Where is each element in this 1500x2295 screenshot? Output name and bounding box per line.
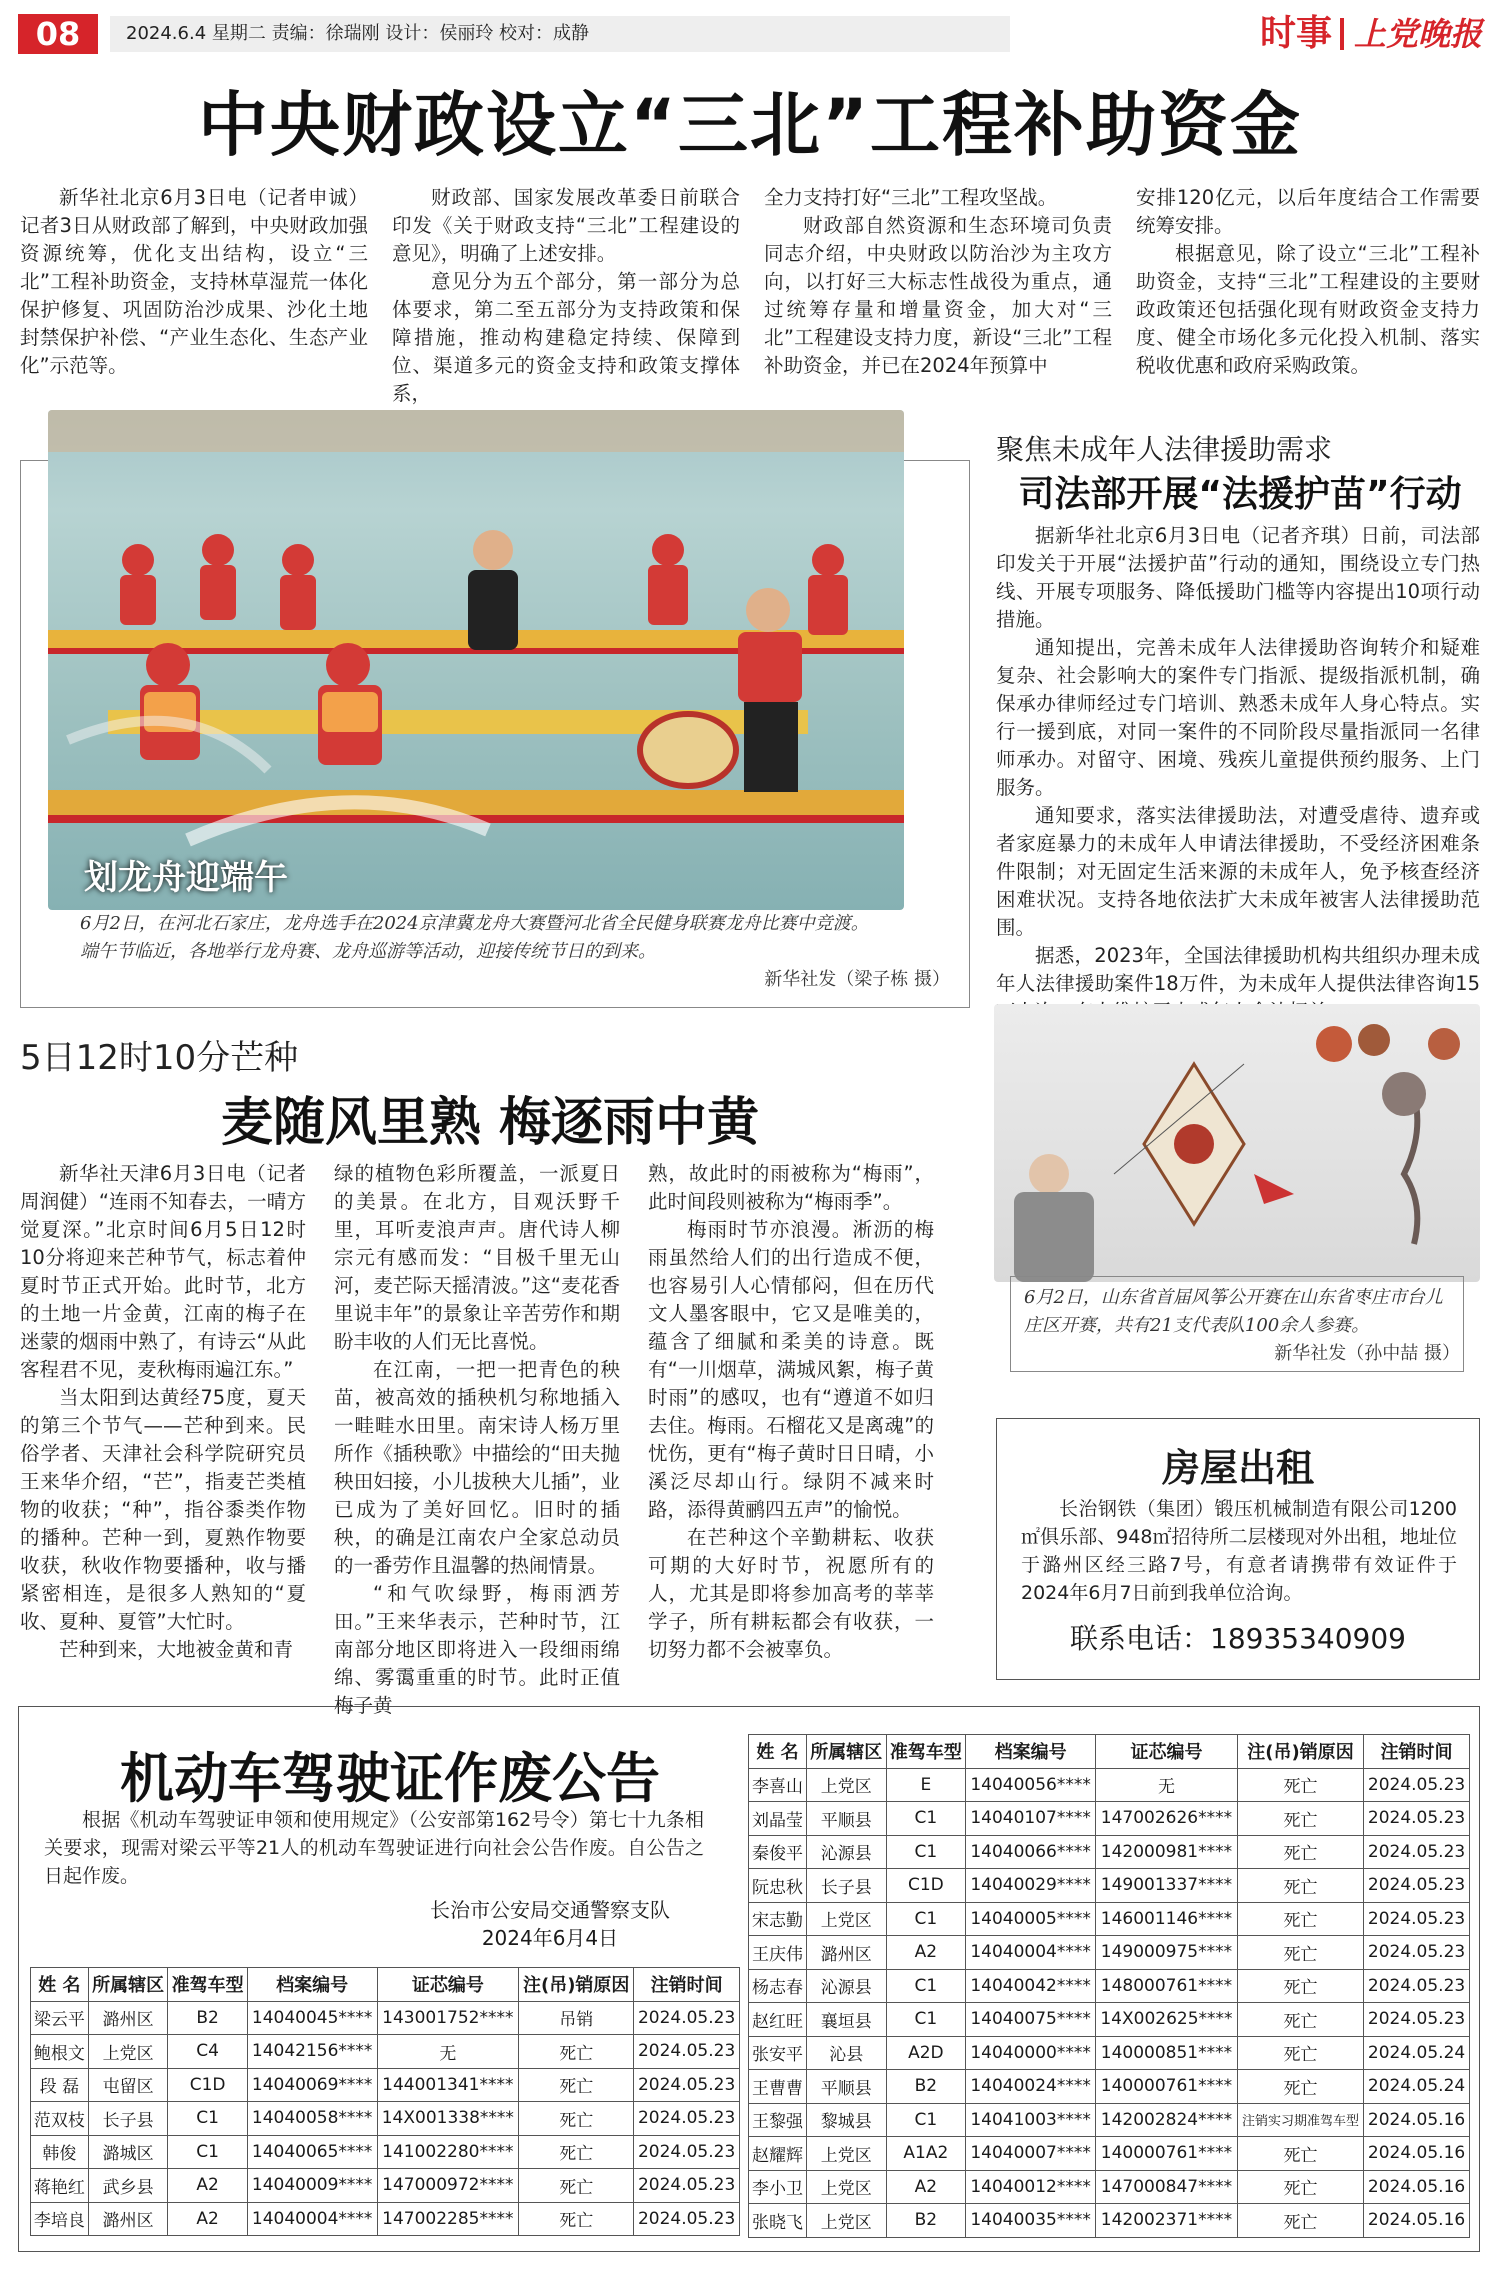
notice-date: 2024年6月4日 — [481, 1926, 619, 1950]
license-table-right — [748, 1734, 1470, 2238]
table-cell: 死亡 — [519, 2035, 634, 2069]
table-cell: A2 — [168, 2202, 248, 2236]
table-row — [749, 1869, 1470, 1903]
table-cell: 2024.05.23 — [1364, 1969, 1470, 2003]
table-cell: A2D — [886, 2036, 966, 2070]
table-cell: 蒋艳红 — [31, 2169, 89, 2203]
table-cell: 2024.05.23 — [1364, 2003, 1470, 2037]
mangzhong-col-1 — [20, 1160, 306, 1664]
table-row — [749, 2036, 1470, 2070]
lead-col-1 — [20, 184, 368, 380]
table-cell: 14042156**** — [247, 2035, 377, 2069]
mangzhong-para: 熟，故此时的雨被称为“梅雨”，此时间段则被称为“梅雨季”。 — [648, 1162, 934, 1213]
photo-caption — [80, 910, 880, 966]
table-cell: A1A2 — [886, 2137, 966, 2171]
table-cell: A2 — [168, 2169, 248, 2203]
table-row — [749, 1969, 1470, 2003]
table-cell: 14X001338**** — [377, 2102, 519, 2136]
table-cell: 2024.05.23 — [634, 2169, 740, 2203]
table-cell: 死亡 — [1237, 2170, 1363, 2204]
table-cell: 屯留区 — [88, 2068, 168, 2102]
table-cell: 14040005**** — [966, 1902, 1096, 1936]
kite-credit: 新华社发（孙中喆 摄） — [1274, 1343, 1460, 1364]
table-cell: 2024.05.23 — [634, 2135, 740, 2169]
page-header — [18, 14, 1482, 58]
table-row — [749, 1802, 1470, 1836]
table-cell: 赵耀辉 — [749, 2137, 807, 2171]
table-cell: C1D — [168, 2068, 248, 2102]
table-cell: 李喜山 — [749, 1768, 807, 1802]
table-cell: 2024.05.24 — [1364, 2036, 1470, 2070]
column-header: 注销时间 — [1364, 1735, 1470, 1769]
table-cell: C1D — [886, 1869, 966, 1903]
table-cell: 沁源县 — [806, 1835, 886, 1869]
table-cell: B2 — [886, 2204, 966, 2238]
lead-para: 财政部自然资源和生态环境司负责同志介绍，中央财政以防治沙为主攻方向，以打好三大标志性战役为重点，通过统筹存量和增量资金，加大对“三北”工程建设支持力度，新设“三北”工程补助资金，并已在2024年预算中 — [764, 214, 1112, 377]
mangzhong-col-3 — [648, 1160, 934, 1664]
table-cell: 2024.05.23 — [1364, 1835, 1470, 1869]
table-cell: C1 — [886, 2003, 966, 2037]
table-cell: 死亡 — [1237, 2137, 1363, 2171]
table-cell: 2024.05.23 — [1364, 1768, 1470, 1802]
rental-title: 房屋出租 — [1161, 1446, 1314, 1490]
table-cell: 2024.05.23 — [634, 2001, 740, 2035]
table-cell: 襄垣县 — [806, 2003, 886, 2037]
table-cell: 李培良 — [31, 2202, 89, 2236]
table-cell: 王庆伟 — [749, 1936, 807, 1970]
table-cell: 鲍根文 — [31, 2035, 89, 2069]
table-cell: 上党区 — [806, 1902, 886, 1936]
column-header: 注(吊)销原因 — [1237, 1735, 1363, 1769]
lead-col-2 — [392, 184, 740, 408]
table-cell: 147000972**** — [377, 2169, 519, 2203]
table-row — [749, 1835, 1470, 1869]
lead-col-3 — [764, 184, 1112, 380]
table-cell: 14040066**** — [966, 1835, 1096, 1869]
mangzhong-col-2 — [334, 1160, 620, 1720]
dragon-boat-photo — [48, 410, 904, 910]
table-cell: A2 — [886, 2170, 966, 2204]
table-cell: 140000761**** — [1096, 2070, 1238, 2104]
table-cell: 潞州区 — [88, 2202, 168, 2236]
notice-org: 长治市公安局交通警察支队 — [430, 1898, 670, 1922]
table-cell: 147000847**** — [1096, 2170, 1238, 2204]
table-cell: 14041003**** — [966, 2103, 1096, 2137]
photo-label: 划龙舟迎端午 — [84, 858, 288, 898]
table-cell: 黎城县 — [806, 2103, 886, 2137]
table-cell: 2024.05.16 — [1364, 2170, 1470, 2204]
table-cell: B2 — [886, 2070, 966, 2104]
caption-text: 6月2日，山东省首届风筝公开赛在山东省枣庄市台儿庄区开赛，共有21支代表队100余人参赛。 — [1024, 1287, 1443, 1336]
rental-body — [1021, 1495, 1457, 1607]
table-cell: 死亡 — [1237, 1835, 1363, 1869]
table-cell: 14040009**** — [247, 2169, 377, 2203]
table-cell: 2024.05.23 — [634, 2068, 740, 2102]
table-cell: 死亡 — [519, 2202, 634, 2236]
table-cell: 2024.05.16 — [1364, 2103, 1470, 2137]
table-cell: 王黎强 — [749, 2103, 807, 2137]
table-cell: 刘晶莹 — [749, 1802, 807, 1836]
table-row — [31, 2035, 740, 2069]
table-header-row — [749, 1735, 1470, 1769]
rental-text: 长治钢铁（集团）锻压机械制造有限公司1200㎡俱乐部、948㎡招待所二层楼现对外出租，地址位于潞州区经三路7号，有意者请携带有效证件于2024年6月7日前到我单位洽询。 — [1021, 1498, 1457, 1604]
kite-scene — [994, 1004, 1480, 1282]
column-header: 所属辖区 — [806, 1735, 886, 1769]
table-cell: 死亡 — [1237, 2070, 1363, 2104]
table-cell: 王曹曹 — [749, 2070, 807, 2104]
table-cell: C1 — [886, 1835, 966, 1869]
table-cell: 2024.05.23 — [634, 2102, 740, 2136]
table-cell: 死亡 — [519, 2135, 634, 2169]
mangzhong-kicker: 5日12时10分芒种 — [20, 1038, 299, 1078]
legal-para: 据悉，2023年，全国法律援助机构共组织办理未成年人法律援助案件18万件，为未成年人提供法律咨询15 — [996, 944, 1480, 995]
caption-text: 6月2日，在河北石家庄，龙舟选手在2024京津冀龙舟大赛暨河北省全民健身联赛龙舟比赛中竞渡。端午节临近，各地举行龙舟赛、龙舟巡游等活动，迎接传统节日的到来。 — [80, 913, 869, 962]
table-cell: 上党区 — [88, 2035, 168, 2069]
lead-para: 安排120亿元，以后年度结合工作需要统筹安排。 — [1136, 186, 1480, 237]
table-cell: 死亡 — [1237, 1969, 1363, 2003]
page-number: 08 — [18, 14, 98, 54]
table-cell: 韩俊 — [31, 2135, 89, 2169]
newspaper-logo: 上党晚报 — [1353, 15, 1482, 53]
table-cell: 2024.05.23 — [1364, 1902, 1470, 1936]
column-header: 档案编号 — [966, 1735, 1096, 1769]
dragon-boat-scene — [48, 410, 904, 910]
rental-ad — [996, 1418, 1480, 1680]
table-cell: 张晓飞 — [749, 2204, 807, 2238]
table-cell: 14040058**** — [247, 2102, 377, 2136]
table-cell: 14040004**** — [247, 2202, 377, 2236]
legal-para: 通知要求，落实法律援助法，对遭受虐待、遗弃或者家庭暴力的未成年人申请法律援助，不受经济困难条件限制；对无固定生活来源的未成年人，免予核查经济困难状况。支持各地依法扩大未成年被害人法律援助范围。 — [996, 804, 1480, 939]
table-cell: 潞城区 — [88, 2135, 168, 2169]
column-header: 姓 名 — [749, 1735, 807, 1769]
table-cell: 平顺县 — [806, 1802, 886, 1836]
table-cell: C4 — [168, 2035, 248, 2069]
table-row — [31, 2135, 740, 2169]
table-cell: 14040065**** — [247, 2135, 377, 2169]
table-row — [749, 1936, 1470, 1970]
mangzhong-para: 绿的植物色彩所覆盖，一派夏日的美景。在北方，目观沃野千里，耳听麦浪声声。唐代诗人柳宗元有感而发：“目极千里无山河，麦芒际天摇清波。”这“麦花香里说丰年”的景象让辛苦劳作和期盼丰收的人们无比喜悦。 — [334, 1162, 620, 1353]
table-cell: 武乡县 — [88, 2169, 168, 2203]
table-cell: 2024.05.23 — [634, 2202, 740, 2236]
table-cell: 14040004**** — [966, 1936, 1096, 1970]
table-cell: C1 — [886, 2103, 966, 2137]
mangzhong-para: 在芒种这个辛勤耕耘、收获可期的大好时节，祝愿所有的人，尤其是即将参加高考的莘莘学子，所有耕耘都会有收获，一切努力都不会被辜负。 — [648, 1526, 934, 1661]
table-cell: 死亡 — [1237, 2036, 1363, 2070]
table-row — [749, 2204, 1470, 2238]
table-cell: 142002824**** — [1096, 2103, 1238, 2137]
notice-body — [44, 1806, 704, 1890]
table-cell: 142000981**** — [1096, 1835, 1238, 1869]
table-cell: 2024.05.16 — [1364, 2204, 1470, 2238]
table-cell: 14040107**** — [966, 1802, 1096, 1836]
table-cell: 宋志勤 — [749, 1902, 807, 1936]
mangzhong-para: 新华社天津6月3日电（记者周润健）“连雨不知春去，一晴方觉夏深。”北京时间6月5日12时10分将迎来芒种节气，标志着仲夏时节正式开始。此时节，北方的土地一片金黄，江南的梅子在迷蒙的烟雨中熟了，有诗云“从此客程君不见，麦秋梅雨遍江东。” — [20, 1162, 306, 1381]
lead-para: 新华社北京6月3日电（记者申诚）记者3日从财政部了解到，中央财政加强资源统筹，优化支出结构，设立“三北”工程补助资金，支持林草湿荒一体化保护修复、巩固防治沙成果、沙化土地封禁保护补偿、“产业生态化、生态产业化”示范等。 — [20, 186, 368, 377]
table-cell: C1 — [168, 2102, 248, 2136]
table-cell: 2024.05.23 — [634, 2035, 740, 2069]
table-cell: 14040069**** — [247, 2068, 377, 2102]
table-cell: 14040042**** — [966, 1969, 1096, 2003]
mangzhong-para: 当太阳到达黄经75度，夏天的第三个节气——芒种到来。民俗学者、天津社会科学院研究员王来华介绍，“芒”，指麦芒类植物的收获；“种”，指谷黍类作物的播种。芒种一到，夏熟作物要收获，秋收作物要播种，收与播紧密相连，是很多人熟知的“夏收、夏种、夏管”大忙时。 — [20, 1386, 306, 1633]
table-cell: 2024.05.23 — [1364, 1802, 1470, 1836]
table-cell: 死亡 — [1237, 1902, 1363, 1936]
mangzhong-para: 在江南，一把一把青色的秧苗，被高效的插秧机匀称地插入一畦畦水田里。南宋诗人杨万里所作《插秧歌》中描绘的“田夫抛秧田妇接，小儿拔秧大儿插”，业已成为了美好回忆。旧时的插秧，的确是江南农户全家总动员的一番劳作且温馨的热闹情景。 — [334, 1358, 620, 1577]
lead-headline: 中央财政设立“三北”工程补助资金 — [197, 84, 1302, 166]
table-cell: 上党区 — [806, 2204, 886, 2238]
table-cell: A2 — [886, 1936, 966, 1970]
table-cell: 死亡 — [1237, 2204, 1363, 2238]
table-cell: 144001341**** — [377, 2068, 519, 2102]
table-cell: 14040035**** — [966, 2204, 1096, 2238]
table-row — [31, 2001, 740, 2035]
table-cell: 140000851**** — [1096, 2036, 1238, 2070]
table-cell: 张安平 — [749, 2036, 807, 2070]
column-header: 准驾车型 — [168, 1968, 248, 2002]
table-cell: 段 磊 — [31, 2068, 89, 2102]
table-cell: 杨志春 — [749, 1969, 807, 2003]
table-row — [31, 2068, 740, 2102]
table-cell: 2024.05.16 — [1364, 2137, 1470, 2171]
table-cell: B2 — [168, 2001, 248, 2035]
mangzhong-para: 梅雨时节亦浪漫。淅沥的梅雨虽然给人们的出行造成不便，也容易引人心情郁闷，但在历代文人墨客眼中，它又是唯美的，蕴含了细腻和柔美的诗意。既有“一川烟草，满城风絮，梅子黄时雨”的感叹，也有“遵道不如归去住。梅雨。石榴花又是离魂”的忧伤，更有“梅子黄时日日晴，小溪泛尽却山行。绿阴不减来时路，添得黄鹂四五声”的愉悦。 — [648, 1218, 934, 1521]
license-table-left — [30, 1967, 740, 2236]
table-cell: 死亡 — [519, 2102, 634, 2136]
table-cell: 阮忠秋 — [749, 1869, 807, 1903]
photo-credit: 新华社发（梁子栋 摄） — [764, 969, 950, 990]
table-row — [31, 2102, 740, 2136]
table-cell: 2024.05.23 — [1364, 1936, 1470, 1970]
table-cell: 149001337**** — [1096, 1869, 1238, 1903]
mangzhong-headline: 麦随风里熟 梅逐雨中黄 — [220, 1093, 760, 1153]
table-cell: 14040024**** — [966, 2070, 1096, 2104]
table-cell: 2024.05.23 — [1364, 1869, 1470, 1903]
table-cell: 注销实习期准驾车型 — [1237, 2103, 1363, 2137]
header-meta: 2024.6.4 星期二 责编：徐瑞刚 设计：侯丽玲 校对：成静 — [110, 16, 1010, 52]
column-header: 档案编号 — [247, 1968, 377, 2002]
table-cell: 143001752**** — [377, 2001, 519, 2035]
notice-text: 根据《机动车驾驶证申领和使用规定》（公安部第162号令）第七十九条相关要求，现需对梁云平等21人的机动车驾驶证进行向社会公告作废。自公告之日起作废。 — [44, 1809, 704, 1887]
table-cell: 上党区 — [806, 1768, 886, 1802]
legal-kicker: 聚焦未成年人法律援助需求 — [996, 433, 1333, 466]
table-cell: 死亡 — [1237, 1768, 1363, 1802]
table-row — [749, 2070, 1470, 2104]
column-header: 证芯编号 — [377, 1968, 519, 2002]
table-cell: 潞州区 — [88, 2001, 168, 2035]
lead-para: 根据意见，除了设立“三北”工程补助资金，支持“三北”工程建设的主要财政政策还包括强化现有财政资金支持力度、健全市场化多元化投入机制、落实税收优惠和政府采购政策。 — [1136, 242, 1480, 377]
legal-headline: 司法部开展“法援护苗”行动 — [1018, 474, 1462, 515]
table-cell: 14040029**** — [966, 1869, 1096, 1903]
section-name: 时事 — [1259, 13, 1332, 54]
kite-photo — [994, 1004, 1480, 1282]
table-row — [749, 1902, 1470, 1936]
mangzhong-para: 芒种到来，大地被金黄和青 — [59, 1638, 294, 1661]
table-cell: 潞州区 — [806, 1936, 886, 1970]
lead-col-4 — [1136, 184, 1480, 380]
table-cell: 14040075**** — [966, 2003, 1096, 2037]
legal-para: 据新华社北京6月3日电（记者齐琪）日前，司法部印发关于开展“法援护苗”行动的通知，围绕设立专门热线、开展专项服务、降低援助门槛等内容提出10项行动措施。 — [996, 524, 1480, 631]
table-cell: 149000975**** — [1096, 1936, 1238, 1970]
table-cell: 梁云平 — [31, 2001, 89, 2035]
table-cell: 141002280**** — [377, 2135, 519, 2169]
notice-title: 机动车驾驶证作废公告 — [120, 1747, 660, 1810]
column-header: 所属辖区 — [88, 1968, 168, 2002]
table-cell: 吊销 — [519, 2001, 634, 2035]
table-cell: 上党区 — [806, 2170, 886, 2204]
table-row — [749, 2103, 1470, 2137]
notice-signature — [400, 1896, 700, 1952]
table-cell: 沁源县 — [806, 1969, 886, 2003]
table-row — [749, 1768, 1470, 1802]
table-cell: 无 — [377, 2035, 519, 2069]
table-cell: 死亡 — [1237, 1869, 1363, 1903]
table-header-row — [31, 1968, 740, 2002]
table-cell: 147002626**** — [1096, 1802, 1238, 1836]
mangzhong-para: “和气吹绿野，梅雨洒芳田。”王来华表示，芒种时节，江南部分地区即将进入一段细雨绵绵、雾霭重重的时节。此时正值梅子黄 — [334, 1582, 620, 1717]
table-row — [749, 2170, 1470, 2204]
table-cell: 死亡 — [1237, 1936, 1363, 1970]
table-cell: 平顺县 — [806, 2070, 886, 2104]
table-cell: 14040000**** — [966, 2036, 1096, 2070]
table-row — [31, 2169, 740, 2203]
table-cell: C1 — [886, 1969, 966, 2003]
table-cell: 无 — [1096, 1768, 1238, 1802]
table-cell: C1 — [886, 1902, 966, 1936]
legal-para: 通知提出，完善未成年人法律援助咨询转介和疑难复杂、社会影响大的案件专门指派、提级指派机制，确保承办律师经过专门培训、熟悉未成年人身心特点。实行一援到底，对同一案件的不同阶段尽量指派同一名律师承办。对留守、困境、残疾儿童提供预约服务、上门服务。 — [996, 636, 1480, 799]
column-header: 注销时间 — [634, 1968, 740, 2002]
table-cell: 148000761**** — [1096, 1969, 1238, 2003]
table-cell: 14X002625**** — [1096, 2003, 1238, 2037]
column-header: 姓 名 — [31, 1968, 89, 2002]
lead-para: 财政部、国家发展改革委日前联合印发《关于财政支持“三北”工程建设的意见》，明确了上述安排。 — [392, 186, 740, 265]
table-cell: 140000761**** — [1096, 2137, 1238, 2171]
column-header: 准驾车型 — [886, 1735, 966, 1769]
header-divider — [1340, 18, 1344, 50]
table-cell: 死亡 — [1237, 2003, 1363, 2037]
table-row — [749, 2137, 1470, 2171]
table-cell: C1 — [886, 1802, 966, 1836]
table-cell: 范双枝 — [31, 2102, 89, 2136]
kite-caption — [1024, 1284, 1454, 1340]
table-cell: 上党区 — [806, 2137, 886, 2171]
table-cell: 死亡 — [519, 2169, 634, 2203]
table-cell: 147002285**** — [377, 2202, 519, 2236]
rental-phone: 联系电话：18935340909 — [1070, 1622, 1406, 1655]
legal-body — [996, 522, 1480, 1026]
column-header: 注(吊)销原因 — [519, 1968, 634, 2002]
table-cell: 14040007**** — [966, 2137, 1096, 2171]
table-cell: 长子县 — [806, 1869, 886, 1903]
table-cell: 秦俊平 — [749, 1835, 807, 1869]
table-cell: 146001146**** — [1096, 1902, 1238, 1936]
column-header: 证芯编号 — [1096, 1735, 1238, 1769]
table-cell: E — [886, 1768, 966, 1802]
table-row — [749, 2003, 1470, 2037]
table-cell: 沁县 — [806, 2036, 886, 2070]
table-cell: 死亡 — [1237, 1802, 1363, 1836]
table-cell: C1 — [168, 2135, 248, 2169]
lead-para: 全力支持打好“三北”工程攻坚战。 — [764, 186, 1058, 209]
table-cell: 14040012**** — [966, 2170, 1096, 2204]
table-cell: 长子县 — [88, 2102, 168, 2136]
table-cell: 死亡 — [519, 2068, 634, 2102]
table-cell: 14040056**** — [966, 1768, 1096, 1802]
table-cell: 14040045**** — [247, 2001, 377, 2035]
lead-para: 意见分为五个部分，第一部分为总体要求，第二至五部分为支持政策和保障措施，推动构建稳定持续、保障到位、渠道多元的资金支持和政策支撑体系， — [392, 270, 740, 405]
table-row — [31, 2202, 740, 2236]
table-cell: 赵红旺 — [749, 2003, 807, 2037]
table-cell: 2024.05.24 — [1364, 2070, 1470, 2104]
table-cell: 142002371**** — [1096, 2204, 1238, 2238]
table-cell: 李小卫 — [749, 2170, 807, 2204]
